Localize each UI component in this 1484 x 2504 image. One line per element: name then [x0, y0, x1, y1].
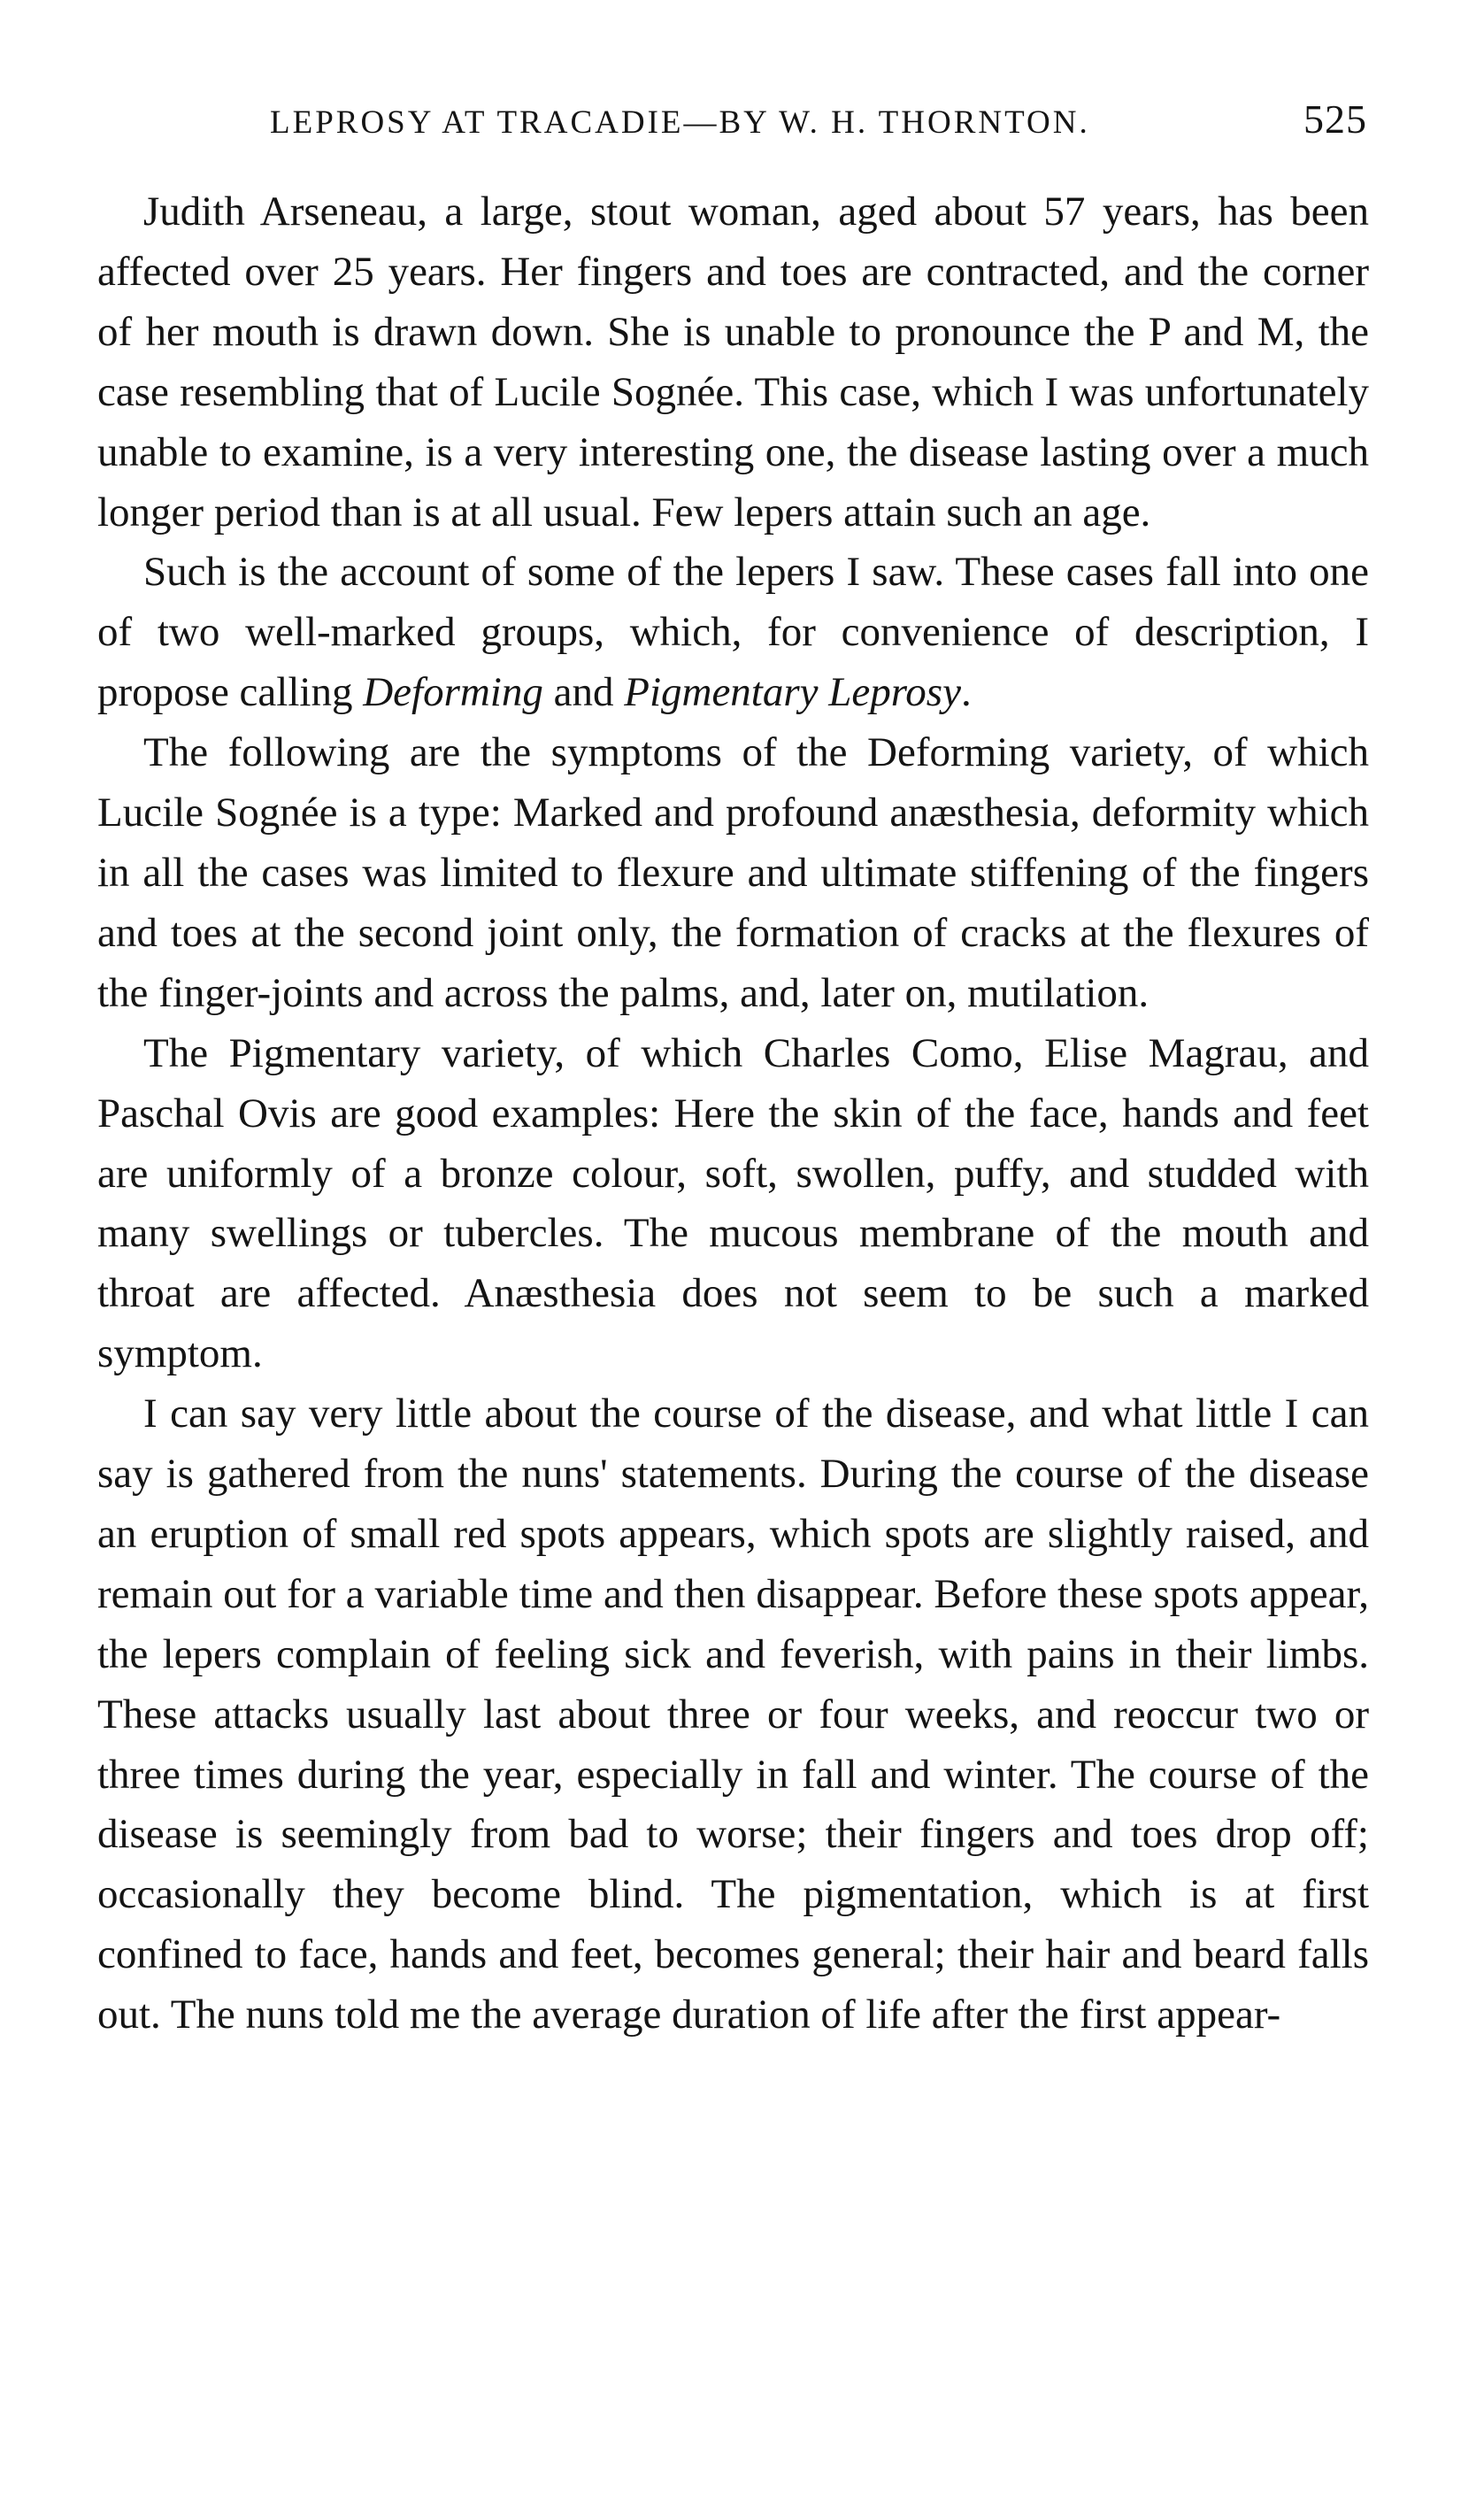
- paragraph-text: The following are the symptoms of the Deforming variety, of which Lucile Sognée is a type: Marked and profound anæsthesia, deformity which in all the cases was limited to flexure and ultimate stiffening of the fingers and toes at the second joint only, the formation of cracks at the flexures of the finger-joints and across the palms, and, later on, mutilation.: [97, 729, 1369, 1016]
- paragraph-classification: [97, 543, 1369, 723]
- paragraph-deforming-variety: [97, 723, 1369, 1024]
- running-title: LEPROSY AT TRACADIE—BY W. H. THORNTON.: [270, 104, 1090, 141]
- paragraph-text: Such is the account of some of the lepers I saw. These cases fall into one of two well-marked groups, which, for convenience of description, I propose calling: [97, 549, 1369, 716]
- paragraph-text: Judith Arseneau, a large, stout woman, aged about 57 years, has been affected over 25 years. Her fingers and toes are contracted, and the corner of her mouth is drawn down. She is unable to pronounce the P and M, the case resembling that of Lucile Sognée. This case, which I was unfortunately unable to examine, is a very interesting one, the disease lasting over a much longer period than is at all usual. Few lepers attain such an age.: [97, 189, 1369, 535]
- paragraph-judith-arseneau: [97, 182, 1369, 543]
- paragraph-text: The Pigmentary variety, of which Charles Como, Elise Magrau, and Paschal Ovis are good examples: Here the skin of the face, hands and feet are uniformly of a bronze colour, soft, swollen, puffy, and studded with many swellings or tubercles. The mucous membrane of the mouth and throat are affected. Anæsthesia does not seem to be such a marked symptom.: [97, 1029, 1369, 1377]
- paragraph-text-connector: and: [542, 669, 625, 716]
- term-deforming: Deforming: [363, 669, 543, 716]
- paragraph-text-end: .: [960, 669, 972, 716]
- running-head: [270, 96, 1367, 149]
- term-pigmentary-leprosy: Pigmentary Leprosy: [624, 669, 961, 716]
- body-text: [97, 182, 1369, 2046]
- paragraph-pigmentary-variety: [97, 1024, 1369, 1384]
- paragraph-text: I can say very little about the course of the disease, and what little I can say is gathered from the nuns' statements. During the course of the disease an eruption of small red spots appears, which spots are slightly raised, and remain out for a variable time and then disappear. Before these spots appear, the lepers complain of feeling sick and feverish, with pains in their limbs. These attacks usually last about three or four weeks, and reoccur two or three times during the year, especially in fall and winter. The course of the disease is seemingly from bad to worse; their fingers and toes drop off; occasionally they become blind. The pigmentation, which is at first confined to face, hands and feet, becomes general; their hair and beard falls out. The nuns told me the average duration of life after the first appear-: [97, 1391, 1369, 2038]
- paragraph-course-of-disease: [97, 1384, 1369, 2046]
- page-number: 525: [1303, 96, 1367, 142]
